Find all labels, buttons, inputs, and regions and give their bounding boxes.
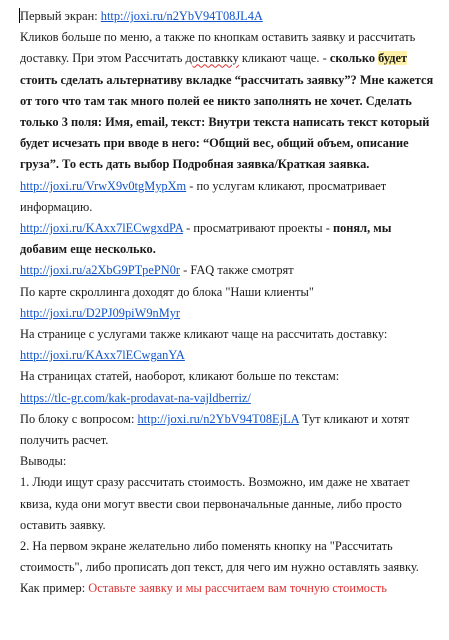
projects-link[interactable]: http://joxi.ru/KAxx7lECwgxdPA <box>20 221 184 236</box>
question-bold-1: сколько <box>329 51 379 66</box>
article-link[interactable]: https://tlc-gr.com/kak-prodavat-na-vajldberriz/ <box>20 390 251 405</box>
clients-link[interactable]: http://joxi.ru/D2PJ09piW9nMyr <box>20 305 181 320</box>
scrollmap-line: По карте скроллинга доходят до блока "Наши клиенты" <box>20 284 314 299</box>
first-screen-label: Первый экран: <box>20 9 101 23</box>
articles-line: На страницах статей, наоборот, кликают больше по текстам: <box>20 369 340 384</box>
example-label: Как пример: <box>20 581 89 596</box>
projects-bold-text: понял, мы добавим еще несколько. <box>20 221 392 257</box>
services-text: - по услугам кликают, просматривает информацию. <box>20 178 387 214</box>
first-screen-line <box>20 6 441 27</box>
clicks-text-2: кликают чаще. - <box>238 51 330 66</box>
services-page-link-line <box>20 345 441 366</box>
projects-line <box>20 218 441 260</box>
services-link[interactable]: http://joxi.ru/VrwX9v0tgMypXm <box>20 178 187 193</box>
clicks-text: Кликов больше по меню, а также по кнопкам оставить заявку и рассчитать доставку. При этом Рассчитать <box>20 30 416 66</box>
text-cursor <box>19 8 20 23</box>
conclusions-heading: Выводы: <box>20 454 67 469</box>
services-page-line: На странице с услугами также кликают чаще на рассчитать доставку: <box>20 327 388 342</box>
faq-text: - FAQ также смотрят <box>180 263 294 278</box>
clicks-paragraph <box>20 27 441 175</box>
clients-line <box>20 303 441 324</box>
question-block-link[interactable]: http://joxi.ru/n2YbV94T08EjLA <box>137 411 299 426</box>
conclusion-2: 2. На первом экране желательно либо поменять кнопку на "Рассчитать стоимость", либо прописать доп текст, для чего им нужно оставлять заявку. <box>20 539 419 575</box>
faq-link[interactable]: http://joxi.ru/a2XbG9PTpePN0r <box>20 263 181 278</box>
example-red-text: Оставьте заявку и мы рассчитаем вам точную стоимость <box>88 581 387 596</box>
question-block-line <box>20 409 441 451</box>
example-line <box>20 578 441 599</box>
question-bold-2: стоить сделать альтернативу вкладке “рассчитать заявку”? Мне кажется от того что там так много полей ее никто заполнять не хочет. Сделать только 3 поля: Имя, email, текст: Внутри текста написать текст который будет исчезать при вводе в него: “Общий вес, общий объем, описание груза”. То есть дать выбор Подробная заявка/Краткая заявка. <box>20 72 434 172</box>
misspelled-word: доставкку <box>185 51 239 66</box>
article-link-line <box>20 388 441 409</box>
projects-text: - просматривают проекты - <box>183 221 333 236</box>
question-bold-highlight: будет <box>378 51 408 66</box>
services-line <box>20 176 441 218</box>
services-page-link[interactable]: http://joxi.ru/KAxx7lECwganYA <box>20 348 185 363</box>
question-block-label: По блоку с вопросом: <box>20 411 138 426</box>
faq-line <box>20 260 441 281</box>
conclusion-1: 1. Люди ищут сразу рассчитать стоимость. Возможно, им даже не хватает квиза, куда они могут ввести свои первоначальные данные, либо просто оставить заявку. <box>20 475 410 532</box>
question-block-text: Тут кликают и хотят получить расчет. <box>20 411 410 448</box>
first-screen-link[interactable]: http://joxi.ru/n2YbV94T08JL4A <box>100 9 263 23</box>
